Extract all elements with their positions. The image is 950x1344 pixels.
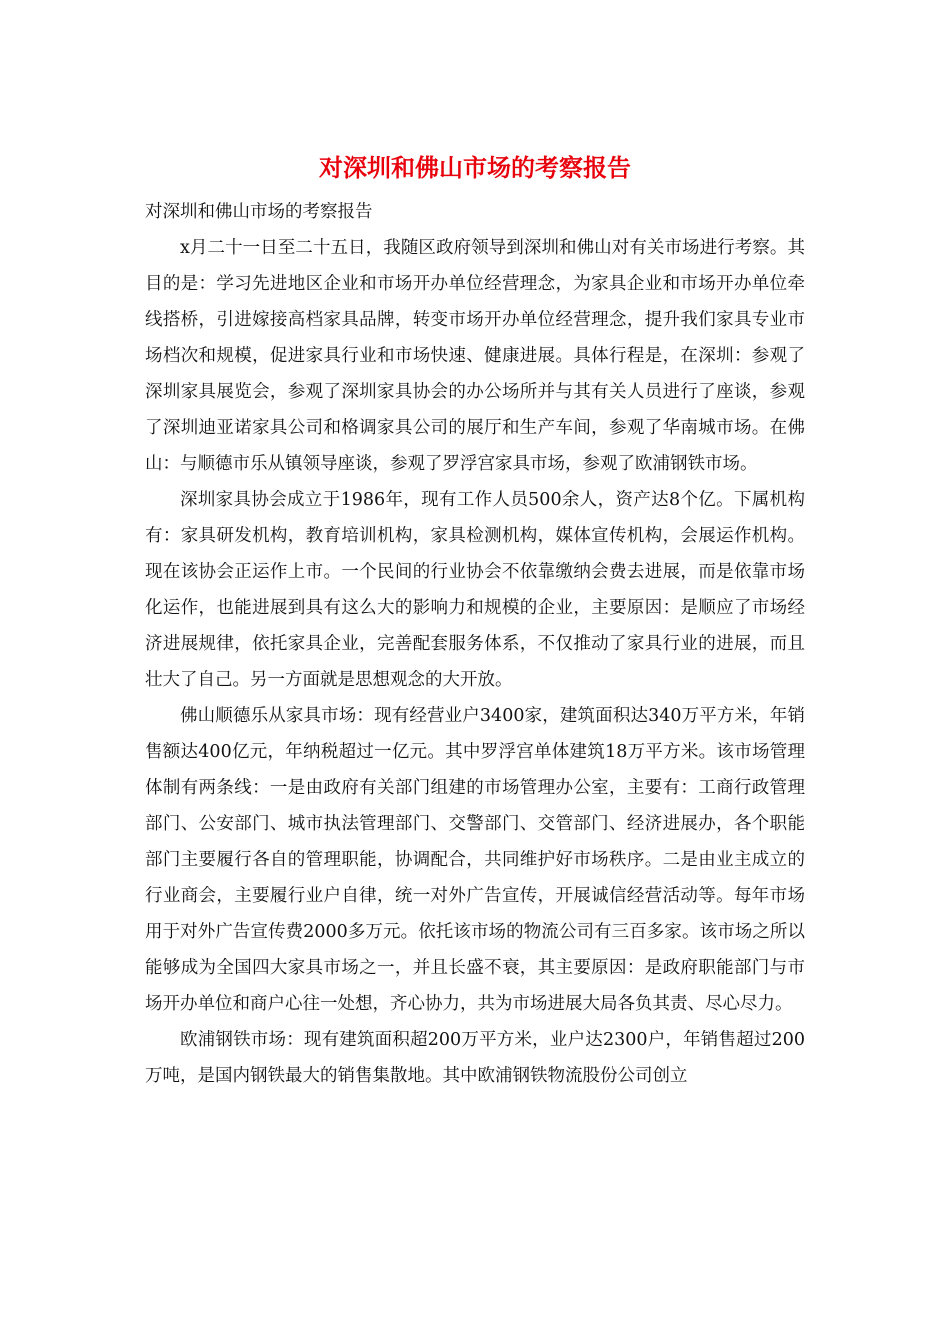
document-page [145, 150, 805, 1094]
paragraph-intro: x月二十一日至二十五日，我随区政府领导到深圳和佛山对有关市场进行考察。其目的是：学习先进地区企业和市场开办单位经营理念，为家具企业和市场开办单位牵线搭桥，引进嫁接高档家具品牌，转变市场开办单位经营理念，提升我们家具专业市场档次和规模，促进家具行业和市场快速、健康进展。具体行程是，在深圳：参观了深圳家具展览会，参观了深圳家具协会的办公场所并与其有关人员进行了座谈，参观了深圳迪亚诺家具公司和格调家具公司的展厅和生产车间，参观了华南城市场。在佛山：与顺德市乐从镇领导座谈，参观了罗浮宫家具市场，参观了欧浦钢铁市场。 [145, 238, 805, 474]
paragraph-foshan-market: 佛山顺德乐从家具市场：现有经营业户3400家，建筑面积达340万平方米，年销售额达400亿元，年纳税超过一亿元。其中罗浮宫单体建筑18万平方米。该市场管理体制有两条线：一是由政府有关部门组建的市场管理办公室，主要有：工商行政管理部门、公安部门、城市执法管理部门、交警部门、交管部门、经济进展办，各个职能部门主要履行各自的管理职能，协调配合，共同维护好市场秩序。二是由业主成立的行业商会，主要履行业户自律，统一对外广告宣传，开展诚信经营活动等。每年市场用于对外广告宣传费2000多万元。依托该市场的物流公司有三百多家。该市场之所以能够成为全国四大家具市场之一，并且长盛不衰，其主要原因：是政府职能部门与市场开办单位和商户心往一处想，齐心协力，共为市场进展大局各负其责、尽心尽力。 [145, 706, 805, 1014]
document-subtitle: 对深圳和佛山市场的考察报告 [145, 202, 373, 222]
document-title: 对深圳和佛山市场的考察报告 [319, 153, 631, 182]
paragraph-shenzhen-association: 深圳家具协会成立于1986年，现有工作人员500余人，资产达8个亿。下属机构有：家具研发机构，教育培训机构，家具检测机构，媒体宣传机构，会展运作机构。现在该协会正运作上市。一个民间的行业协会不依靠缴纳会费去进展，而是依靠市场化运作，也能进展到具有这么大的影响力和规模的企业，主要原因：是顺应了市场经济进展规律，依托家具企业，完善配套服务体系，不仅推动了家具行业的进展，而且壮大了自己。另一方面就是思想观念的大开放。 [145, 490, 805, 690]
paragraph-oupu-steel: 欧浦钢铁市场：现有建筑面积超200万平方米，业户达2300户，年销售超过200万吨，是国内钢铁最大的销售集散地。其中欧浦钢铁物流股份公司创立 [145, 1030, 805, 1086]
